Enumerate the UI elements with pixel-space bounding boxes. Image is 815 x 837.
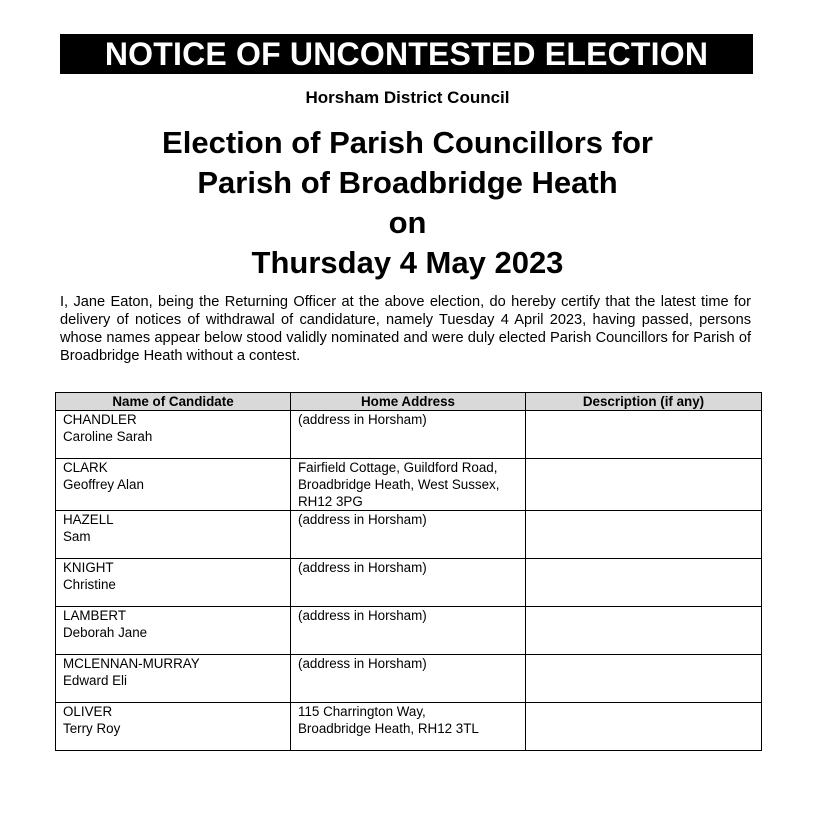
header-name: Name of Candidate xyxy=(56,393,291,411)
candidate-surname: HAZELL xyxy=(63,512,114,527)
candidate-forenames: Deborah Jane xyxy=(63,625,148,640)
candidate-surname: OLIVER xyxy=(63,704,113,719)
address-line: Fairfield Cottage, Guildford Road, xyxy=(298,460,498,475)
candidate-surname: CHANDLER xyxy=(63,412,137,427)
candidate-name-cell xyxy=(56,511,291,559)
candidate-description-cell xyxy=(526,559,762,607)
address-line: (address in Horsham) xyxy=(298,656,427,671)
candidate-name-cell xyxy=(56,559,291,607)
address-line: (address in Horsham) xyxy=(298,560,427,575)
candidate-forenames: Sam xyxy=(63,529,91,544)
table-row xyxy=(56,703,762,751)
candidates-table xyxy=(55,392,762,751)
address-line: RH12 3PG xyxy=(298,494,363,509)
candidate-surname: KNIGHT xyxy=(63,560,114,575)
candidate-name-cell xyxy=(56,607,291,655)
candidate-forenames: Christine xyxy=(63,577,116,592)
candidate-surname: CLARK xyxy=(63,460,108,475)
candidate-address-cell xyxy=(291,607,526,655)
candidate-description-cell xyxy=(526,607,762,655)
candidate-name-cell xyxy=(56,655,291,703)
candidate-address-cell xyxy=(291,703,526,751)
address-line: (address in Horsham) xyxy=(298,412,427,427)
candidate-forenames: Terry Roy xyxy=(63,721,121,736)
address-line: 115 Charrington Way, xyxy=(298,704,426,719)
table-row xyxy=(56,459,762,511)
candidate-address-cell xyxy=(291,559,526,607)
address-line: Broadbridge Heath, RH12 3TL xyxy=(298,721,479,736)
table-row xyxy=(56,655,762,703)
title-line: on xyxy=(388,205,427,240)
title-line: Parish of Broadbridge Heath xyxy=(197,165,618,200)
candidate-address-cell xyxy=(291,459,526,511)
candidate-surname: LAMBERT xyxy=(63,608,127,623)
address-line: Broadbridge Heath, West Sussex, xyxy=(298,477,500,492)
table-row xyxy=(56,511,762,559)
candidate-name-cell xyxy=(56,459,291,511)
table-row xyxy=(56,607,762,655)
candidate-name-cell xyxy=(56,703,291,751)
candidate-description-cell xyxy=(526,459,762,511)
candidate-description-cell xyxy=(526,655,762,703)
candidate-address-cell xyxy=(291,511,526,559)
candidate-address-cell xyxy=(291,655,526,703)
candidate-description-cell xyxy=(526,511,762,559)
table-header-row xyxy=(56,393,762,411)
header-description: Description (if any) xyxy=(526,393,762,411)
returning-officer-statement: I, Jane Eaton, being the Returning Officer at the above election, do hereby certify that the latest time for delivery of notices of withdrawal of candidature, namely Tuesday 4 April 2023, having passed, persons whose names appear below stood validly nominated and were duly elected Parish Councillors for Parish of Broadbridge Heath without a contest. xyxy=(60,294,751,364)
candidate-forenames: Geoffrey Alan xyxy=(63,477,144,492)
table-row xyxy=(56,559,762,607)
header-address: Home Address xyxy=(291,393,526,411)
title-line: Thursday 4 May 2023 xyxy=(251,245,564,280)
address-line: (address in Horsham) xyxy=(298,512,427,527)
candidate-description-cell xyxy=(526,703,762,751)
notice-banner: NOTICE OF UNCONTESTED ELECTION xyxy=(60,34,753,74)
candidate-forenames: Caroline Sarah xyxy=(63,429,153,444)
election-title xyxy=(0,123,815,283)
table-row xyxy=(56,411,762,459)
candidate-description-cell xyxy=(526,411,762,459)
title-line: Election of Parish Councillors for xyxy=(162,125,653,160)
address-line: (address in Horsham) xyxy=(298,608,427,623)
candidates-body xyxy=(56,411,762,751)
candidate-forenames: Edward Eli xyxy=(63,673,128,688)
candidate-name-cell xyxy=(56,411,291,459)
council-name: Horsham District Council xyxy=(305,88,510,107)
candidate-surname: MCLENNAN-MURRAY xyxy=(63,656,200,671)
candidate-address-cell xyxy=(291,411,526,459)
